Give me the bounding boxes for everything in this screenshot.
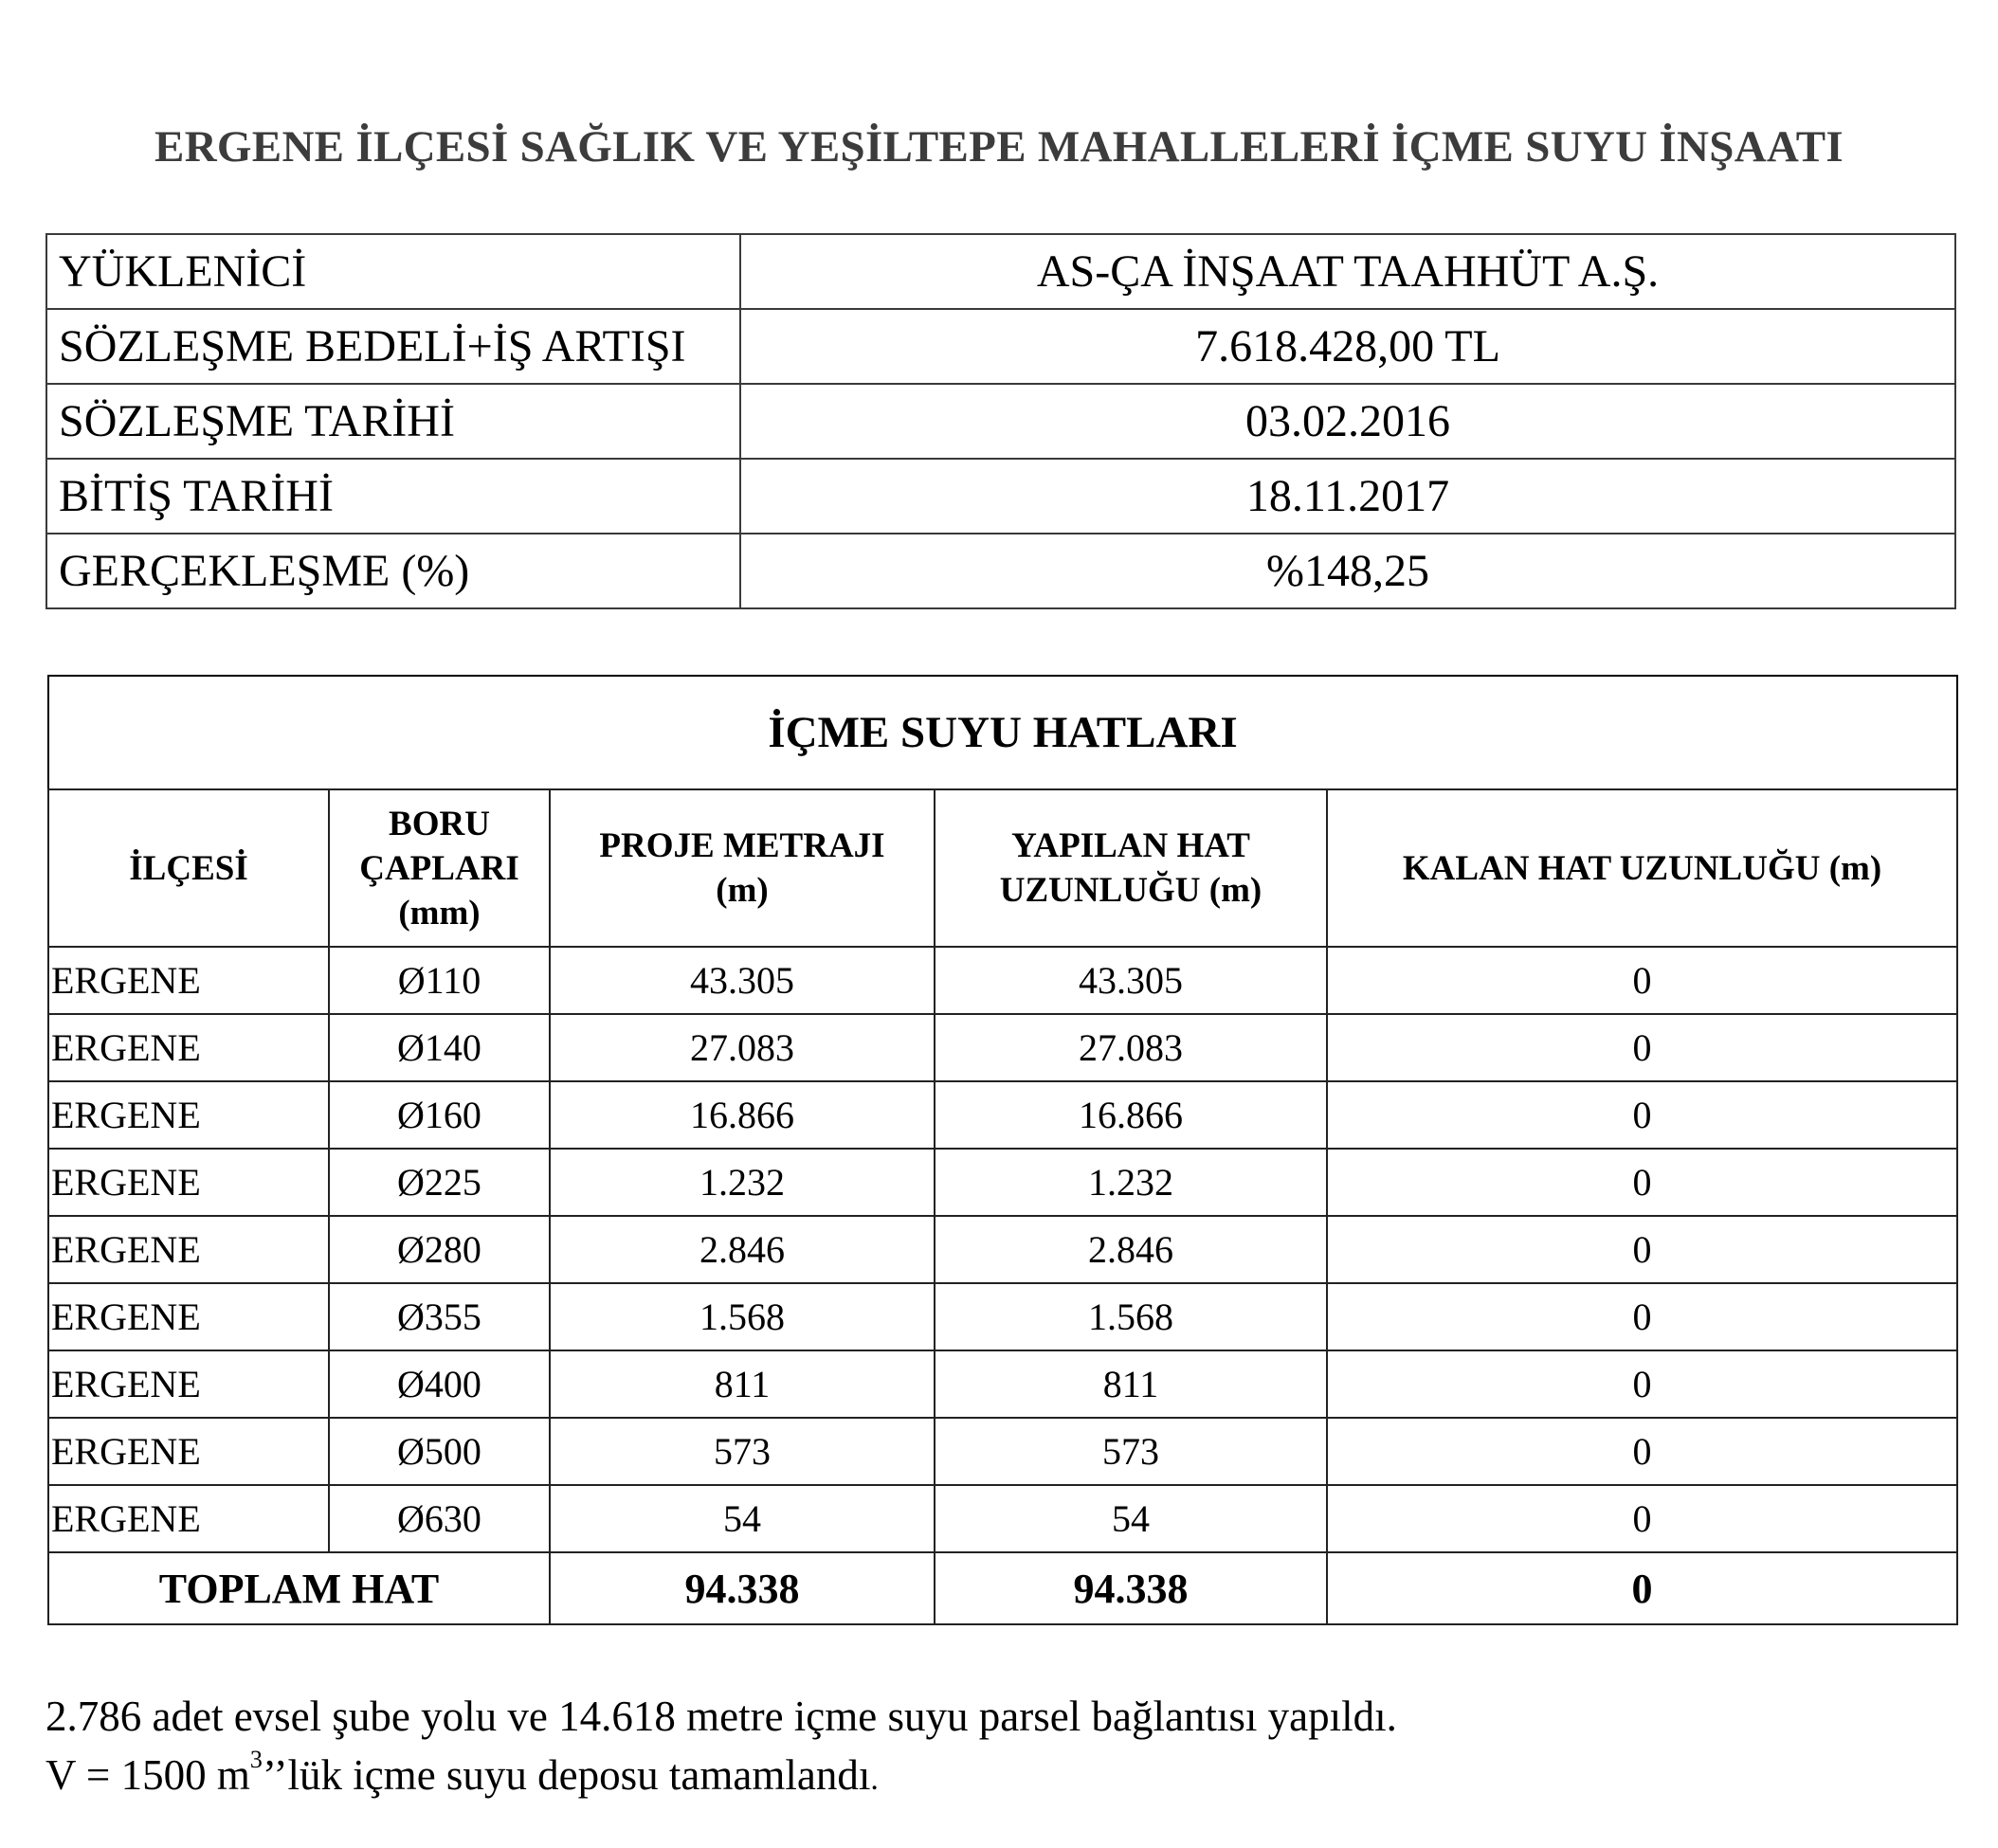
- district-cell: ERGENE: [48, 1014, 329, 1081]
- project-info-table: [45, 233, 1956, 609]
- district-cell: ERGENE: [48, 1081, 329, 1149]
- district-cell: ERGENE: [48, 1283, 329, 1350]
- built-length-cell: 43.305: [935, 947, 1327, 1014]
- remaining-length-cell: 0: [1327, 1485, 1957, 1552]
- footer-line-reservoir: V = 1500 $m^3’’lük$ içme suyu deposu tamamlandı.: [45, 1746, 879, 1799]
- remaining-length-cell: 0: [1327, 1081, 1957, 1149]
- district-cell: ERGENE: [48, 1350, 329, 1418]
- info-value: %148,25: [740, 534, 1955, 608]
- info-value: AS-ÇA İNŞAAT TAAHHÜT A.Ş.: [740, 234, 1955, 309]
- pipe-diameter-cell: Ø225: [329, 1149, 550, 1216]
- info-row: [46, 459, 1955, 534]
- built-length-cell: 1.232: [935, 1149, 1327, 1216]
- column-header-project-length: PROJE METRAJI (m): [550, 789, 935, 947]
- built-length-cell: 27.083: [935, 1014, 1327, 1081]
- project-length-cell: 1.232: [550, 1149, 935, 1216]
- built-length-cell: 811: [935, 1350, 1327, 1418]
- built-length-cell: 16.866: [935, 1081, 1327, 1149]
- project-length-cell: 2.846: [550, 1216, 935, 1283]
- table-row: [48, 1081, 1957, 1149]
- remaining-length-cell: 0: [1327, 947, 1957, 1014]
- info-label: SÖZLEŞME BEDELİ+İŞ ARTIŞI: [46, 309, 740, 384]
- column-header-built-length: YAPILAN HAT UZUNLUĞU (m): [935, 789, 1327, 947]
- pipe-diameter-cell: Ø110: [329, 947, 550, 1014]
- district-cell: ERGENE: [48, 1485, 329, 1552]
- total-row: [48, 1552, 1957, 1624]
- table-header-row: [48, 789, 1957, 947]
- table-row: [48, 1418, 1957, 1485]
- pipe-diameter-cell: Ø140: [329, 1014, 550, 1081]
- total-label: TOPLAM HAT: [48, 1552, 550, 1624]
- info-label: BİTİŞ TARİHİ: [46, 459, 740, 534]
- project-length-cell: 27.083: [550, 1014, 935, 1081]
- total-project-length: 94.338: [550, 1552, 935, 1624]
- built-length-cell: 573: [935, 1418, 1327, 1485]
- info-row: [46, 384, 1955, 459]
- pipe-diameter-cell: Ø355: [329, 1283, 550, 1350]
- total-built-length: 94.338: [935, 1552, 1327, 1624]
- water-lines-section: [47, 675, 1958, 1625]
- table-row: [48, 1485, 1957, 1552]
- built-length-cell: 54: [935, 1485, 1327, 1552]
- district-cell: ERGENE: [48, 1216, 329, 1283]
- remaining-length-cell: 0: [1327, 1014, 1957, 1081]
- remaining-length-cell: 0: [1327, 1216, 1957, 1283]
- remaining-length-cell: 0: [1327, 1283, 1957, 1350]
- table-row: [48, 1216, 1957, 1283]
- project-length-cell: 43.305: [550, 947, 935, 1014]
- project-length-cell: 16.866: [550, 1081, 935, 1149]
- built-length-cell: 2.846: [935, 1216, 1327, 1283]
- water-lines-table: [47, 788, 1958, 1625]
- info-label: SÖZLEŞME TARİHİ: [46, 384, 740, 459]
- footer-line-connections: 2.786 adet evsel şube yolu ve 14.618 metre içme suyu parsel bağlantısı yapıldı.: [45, 1693, 1397, 1740]
- pipe-diameter-cell: Ø280: [329, 1216, 550, 1283]
- district-cell: ERGENE: [48, 947, 329, 1014]
- built-length-cell: 1.568: [935, 1283, 1327, 1350]
- page-title: ERGENE İLÇESİ SAĞLIK VE YEŞİLTEPE MAHALLELERİ İÇME SUYU İNŞAATI: [154, 122, 1844, 172]
- info-label: GERÇEKLEŞME (%): [46, 534, 740, 608]
- remaining-length-cell: 0: [1327, 1418, 1957, 1485]
- info-row: [46, 309, 1955, 384]
- table-row: [48, 947, 1957, 1014]
- pipe-diameter-cell: Ø160: [329, 1081, 550, 1149]
- info-label: YÜKLENİCİ: [46, 234, 740, 309]
- total-remaining-length: 0: [1327, 1552, 1957, 1624]
- project-length-cell: 811: [550, 1350, 935, 1418]
- project-length-cell: 54: [550, 1485, 935, 1552]
- pipe-diameter-cell: Ø630: [329, 1485, 550, 1552]
- column-header-pipe-diameter: BORU ÇAPLARI (mm): [329, 789, 550, 947]
- info-value: 18.11.2017: [740, 459, 1955, 534]
- info-value: 03.02.2016: [740, 384, 1955, 459]
- pipe-diameter-cell: Ø500: [329, 1418, 550, 1485]
- info-row: [46, 534, 1955, 608]
- remaining-length-cell: 0: [1327, 1350, 1957, 1418]
- column-header-remaining-length: KALAN HAT UZUNLUĞU (m): [1327, 789, 1957, 947]
- table-row: [48, 1350, 1957, 1418]
- table-row: [48, 1149, 1957, 1216]
- water-lines-heading: İÇME SUYU HATLARI: [47, 675, 1958, 788]
- district-cell: ERGENE: [48, 1149, 329, 1216]
- district-cell: ERGENE: [48, 1418, 329, 1485]
- table-row: [48, 1283, 1957, 1350]
- table-row: [48, 1014, 1957, 1081]
- info-value: 7.618.428,00 TL: [740, 309, 1955, 384]
- column-header-district: İLÇESİ: [48, 789, 329, 947]
- pipe-diameter-cell: Ø400: [329, 1350, 550, 1418]
- remaining-length-cell: 0: [1327, 1149, 1957, 1216]
- project-length-cell: 1.568: [550, 1283, 935, 1350]
- info-row: [46, 234, 1955, 309]
- project-length-cell: 573: [550, 1418, 935, 1485]
- footer-notes: [45, 1687, 1960, 1809]
